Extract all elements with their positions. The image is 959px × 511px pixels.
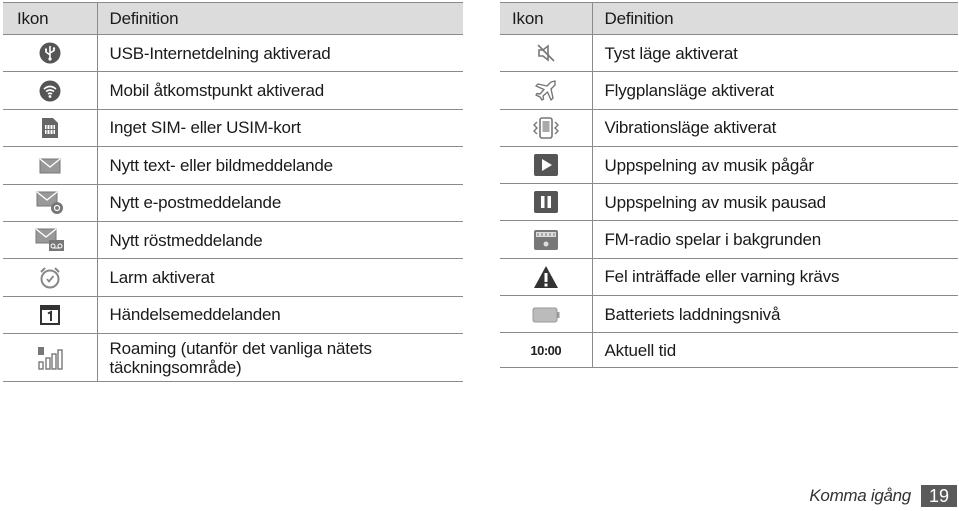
table-row xyxy=(500,333,958,368)
table-row xyxy=(3,35,463,72)
definition-cell: Nytt e-postmeddelande xyxy=(97,184,463,221)
voicemail-icon xyxy=(35,228,65,252)
table-row xyxy=(3,147,463,184)
definition-cell: Aktuell tid xyxy=(592,333,958,368)
warning-icon xyxy=(533,265,559,289)
table-row xyxy=(500,35,958,72)
definition-cell: Batteriets laddningsnivå xyxy=(592,296,958,333)
header-icon: Ikon xyxy=(3,3,97,35)
silent-icon xyxy=(536,43,556,63)
definition-cell: Uppspelning av musik pågår xyxy=(592,146,958,183)
table-row xyxy=(500,258,958,295)
table-header-row xyxy=(500,3,958,35)
table-header-row xyxy=(3,3,463,35)
definition-cell: FM-radio spelar i bakgrunden xyxy=(592,221,958,258)
time-icon: 10:00 xyxy=(530,343,562,359)
definition-cell: Roaming (utanför det vanliga nätets täckningsområde) xyxy=(97,334,463,382)
definition-cell: Uppspelning av musik pausad xyxy=(592,184,958,221)
email-icon xyxy=(36,191,64,215)
footer-section-title: Komma igång xyxy=(809,486,911,505)
table-row xyxy=(3,296,463,333)
table-row xyxy=(500,72,958,109)
table-row xyxy=(3,109,463,146)
pause-icon xyxy=(534,191,558,213)
definition-cell: USB-Internetdelning aktiverad xyxy=(97,35,463,72)
table-row xyxy=(500,296,958,333)
icon-table-right xyxy=(500,2,958,368)
definition-cell: Inget SIM- eller USIM-kort xyxy=(97,109,463,146)
battery-icon xyxy=(532,307,560,323)
table-row xyxy=(500,184,958,221)
definition-cell: Nytt röstmeddelande xyxy=(97,221,463,258)
definition-cell: Tyst läge aktiverat xyxy=(592,35,958,72)
table-row xyxy=(500,109,958,146)
definition-cell: Mobil åtkomstpunkt aktiverad xyxy=(97,72,463,109)
calendar-icon xyxy=(40,305,60,325)
table-row xyxy=(3,184,463,221)
roaming-icon xyxy=(37,346,63,370)
header-definition: Definition xyxy=(97,3,463,35)
table-row xyxy=(500,221,958,258)
header-icon: Ikon xyxy=(500,3,592,35)
icon-table-left xyxy=(3,2,463,382)
table-row xyxy=(3,259,463,296)
definition-cell: Vibrationsläge aktiverat xyxy=(592,109,958,146)
vibrate-icon xyxy=(531,117,561,139)
definition-cell: Händelsemeddelanden xyxy=(97,296,463,333)
table-row xyxy=(500,146,958,183)
no-sim-icon xyxy=(40,117,60,139)
table-row xyxy=(3,72,463,109)
page-footer xyxy=(809,485,957,507)
definition-cell: Larm aktiverat xyxy=(97,259,463,296)
definition-cell: Fel inträffade eller varning krävs xyxy=(592,258,958,295)
page-number: 19 xyxy=(921,485,957,507)
usb-icon xyxy=(39,42,61,64)
table-row xyxy=(3,334,463,382)
airplane-icon xyxy=(534,79,558,101)
fm-radio-icon xyxy=(533,229,559,251)
alarm-icon xyxy=(38,266,62,290)
play-icon xyxy=(534,154,558,176)
definition-cell: Nytt text- eller bildmeddelande xyxy=(97,147,463,184)
wifi-hotspot-icon xyxy=(39,80,61,102)
header-definition: Definition xyxy=(592,3,958,35)
table-row xyxy=(3,221,463,258)
definition-cell: Flygplansläge aktiverat xyxy=(592,72,958,109)
envelope-icon xyxy=(39,158,61,174)
